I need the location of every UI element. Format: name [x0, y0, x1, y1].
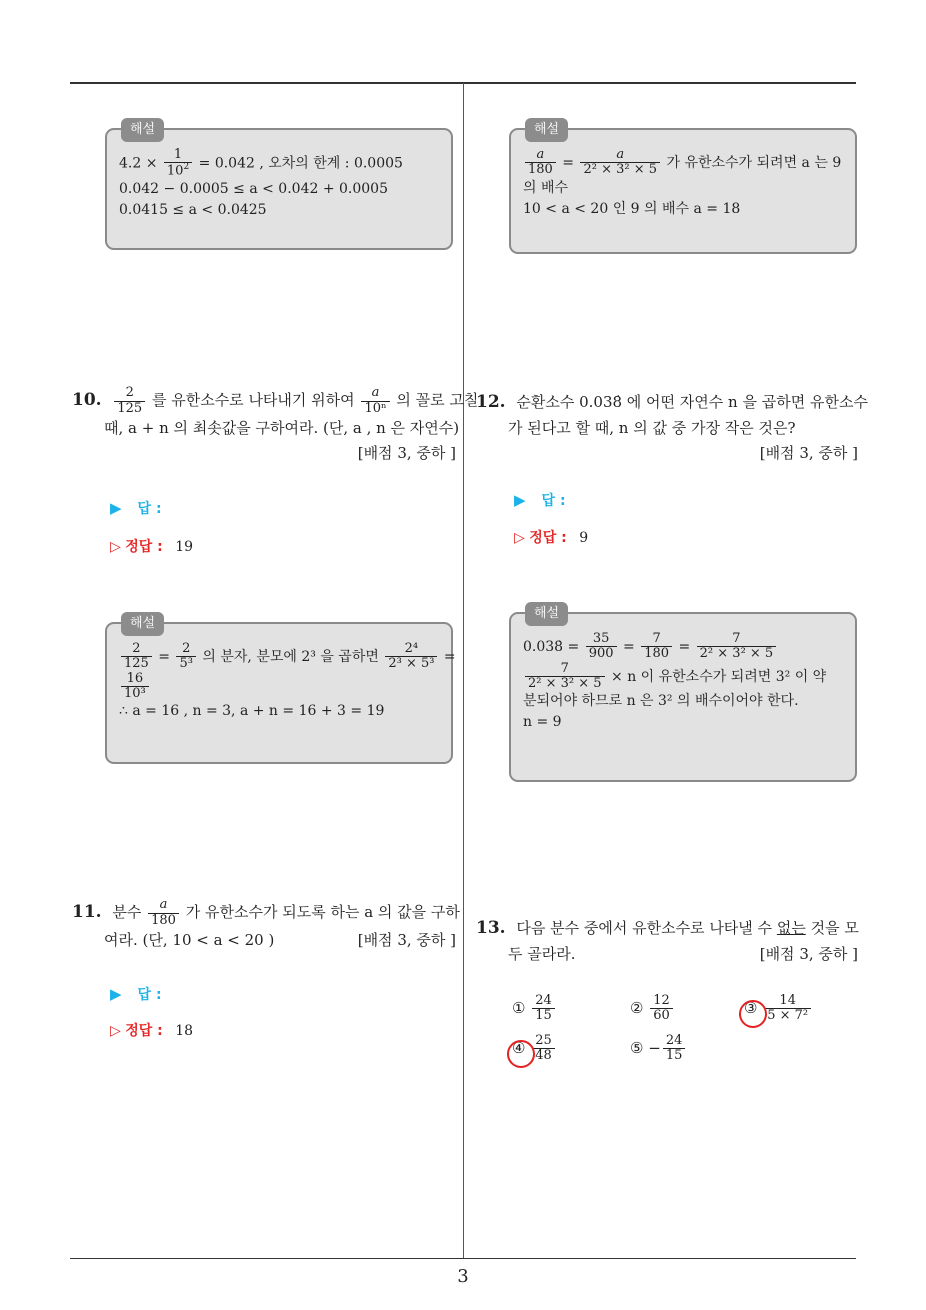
fraction: $\frac{7}{180}$ [641, 632, 672, 662]
question-number: 10. [72, 390, 102, 410]
answer-row: ▶ 답 : [110, 985, 162, 1003]
math-text: = 0.042 , 오차의 한계 : 0.0005 [198, 155, 403, 172]
minus-sign: − [648, 1038, 661, 1057]
choice-mark: ⑤ [630, 1038, 644, 1057]
page-number: 3 [457, 1266, 469, 1287]
selected-circle-icon [507, 1040, 535, 1068]
fraction: $\frac{7}{\text{2² × 3² × 5}}$ [525, 662, 605, 692]
fraction: $\frac{24}{15}$ [532, 994, 555, 1024]
fraction: $\frac{24}{15}$ [663, 1034, 686, 1064]
right-triangle-icon: ▶ [514, 491, 526, 509]
explanation-box-prev [509, 122, 857, 254]
question-11 [72, 897, 460, 953]
outline-triangle-icon: ▷ [514, 530, 525, 546]
choice-1[interactable] [512, 994, 557, 1024]
question-13 [476, 914, 858, 967]
question-number: 13. [476, 918, 506, 938]
explanation-box-q10 [105, 616, 456, 764]
underlined-word: 없는 [776, 919, 806, 937]
correct-label: 정답 : [529, 530, 567, 546]
fraction: $\frac{a}{180}$ [148, 898, 179, 928]
score-label: [배점 3, 중하 ] [759, 443, 858, 462]
question-text: 를 유한소수로 나타내기 위하여 [151, 391, 355, 409]
fraction: $\frac{2}{125}$ [121, 642, 152, 672]
choice-mark: ② [630, 998, 644, 1017]
explanation-line: 의 배수 [523, 179, 569, 196]
fraction: $\frac{14}{\text{5 × 7²}}$ [764, 994, 811, 1024]
explanation-line: 0.0415 ≤ a < 0.0425 [119, 201, 267, 218]
fraction: $\frac{a}{\text{2² × 3² × 5}}$ [580, 148, 660, 178]
explanation-tag: 해설 [121, 612, 164, 636]
explanation-line: 0.038̇ = $\frac{35}{900}$ = $\frac{7}{180}$ = $\frac{7}{\text{2² × 3² × 5}}$ [523, 632, 843, 662]
outline-triangle-icon: ▷ [110, 1023, 121, 1039]
correct-value: 19 [175, 539, 194, 555]
choice-mark: ③ [744, 998, 758, 1017]
explanation-line: ∴ a = 16 , n = 3, a + n = 16 + 3 = 19 [119, 703, 385, 720]
explanation-line: 0.042 − 0.0005 ≤ a < 0.042 + 0.0005 [119, 180, 389, 197]
right-triangle-icon: ▶ [110, 985, 122, 1003]
question-text: 분수 [112, 903, 142, 921]
choice-5[interactable] [630, 1034, 687, 1064]
correct-answer-row [514, 527, 588, 547]
question-number: 12. [476, 392, 506, 412]
score-label: [배점 3, 중하 ] [759, 945, 858, 964]
selected-circle-icon [739, 1000, 767, 1028]
answer-row: ▶ 답 : [110, 499, 162, 517]
explanation-line: $\frac{a}{180}$ = $\frac{a}{\text{2² × 3² × 5}}$ 가 유한소수가 되려면 a 는 9 [523, 148, 843, 178]
explanation-tag: 해설 [525, 602, 568, 626]
question-text: 순환소수 0.038̇ 에 어떤 자연수 n 을 곱하면 유한소수 [516, 393, 868, 411]
correct-value: 18 [175, 1023, 194, 1039]
question-text: 다음 분수 중에서 유한소수로 나타낼 수 [516, 919, 773, 937]
question-text: 가 유한소수가 되도록 하는 a 의 값을 구하 [185, 903, 460, 921]
correct-label: 정답 : [125, 1023, 163, 1039]
fraction: $\frac{16}{\text{10³}}$ [121, 672, 149, 702]
question-text: 때, a + n 의 최솟값을 구하여라. (단, a , n 은 자연수) [104, 418, 460, 437]
explanation-line [119, 148, 439, 179]
correct-label: 정답 : [125, 539, 163, 555]
explanation-line: $\frac{2}{125}$ = $\frac{2}{\text{5³}}$ 의 분자, 분모에 2³ 을 곱하면 $\frac{\text{2⁴}}{\text{2³ × 5³}}$ = [119, 642, 439, 672]
question-10 [72, 385, 479, 465]
fraction: $\frac{2}{\text{5³}}$ [176, 642, 195, 672]
question-text: 의 꼴로 고칠 [396, 391, 479, 409]
question-text: 두 골라라. [508, 945, 576, 964]
fraction: $\frac{2}{125}$ [114, 386, 145, 416]
question-text: 가 된다고 할 때, n 의 값 중 가장 작은 것은? [508, 419, 796, 438]
fraction: $\frac{12}{60}$ [650, 994, 673, 1024]
math-text: 의 분자, 분모에 2³ 을 곱하면 [202, 648, 379, 665]
choice-mark: ④ [512, 1038, 526, 1057]
math-text: × n 이 유한소수가 되려면 3² 이 약 [611, 668, 827, 685]
explanation-tag: 해설 [121, 118, 164, 142]
question-text: 여라. (단, 10 < a < 20 ) [104, 930, 275, 949]
bottom-rule [70, 1258, 856, 1259]
question-number: 11. [72, 902, 102, 922]
fraction: $\frac{35}{900}$ [586, 632, 617, 662]
fraction: $\frac{25}{48}$ [532, 1034, 555, 1064]
explanation-box-q12 [509, 606, 857, 782]
fraction: $\frac{\text{2⁴}}{\text{2³ × 5³}}$ [385, 642, 437, 672]
fraction: $\frac{a}{180}$ [525, 148, 556, 178]
question-12 [476, 388, 868, 466]
correct-answer-row [110, 1020, 193, 1040]
explanation-box-q9 [105, 122, 453, 250]
math-text: 가 유한소수가 되려면 a 는 9 [666, 154, 842, 171]
answer-row: ▶ 답 : [514, 491, 566, 509]
explanation-line: 분되어야 하므로 n 은 3² 의 배수이어야 한다. [523, 693, 799, 710]
math-text: 4.2 × [119, 155, 158, 172]
explanation-line: n = 9 [523, 714, 562, 731]
right-triangle-icon: ▶ [110, 499, 122, 517]
choice-mark: ① [512, 998, 526, 1017]
fraction: $\frac{a}{\text{10ⁿ}}$ [361, 386, 389, 416]
explanation-line [119, 672, 439, 702]
correct-value: 9 [579, 530, 589, 546]
score-label: [배점 3, 중하 ] [357, 930, 456, 949]
column-divider [463, 83, 464, 1258]
explanation-line [523, 662, 843, 692]
score-label: [배점 3, 중하 ] [357, 443, 456, 462]
explanation-line: 10 < a < 20 인 9 의 배수 a = 18 [523, 200, 741, 217]
explanation-tag: 해설 [525, 118, 568, 142]
fraction: $\frac{7}{\text{2² × 3² × 5}}$ [697, 632, 777, 662]
choice-2[interactable] [630, 994, 675, 1024]
fraction: $\frac{1}{10^2}$ [164, 148, 192, 179]
correct-answer-row [110, 536, 193, 556]
outline-triangle-icon: ▷ [110, 539, 121, 555]
question-text: 것을 모 [810, 919, 859, 937]
